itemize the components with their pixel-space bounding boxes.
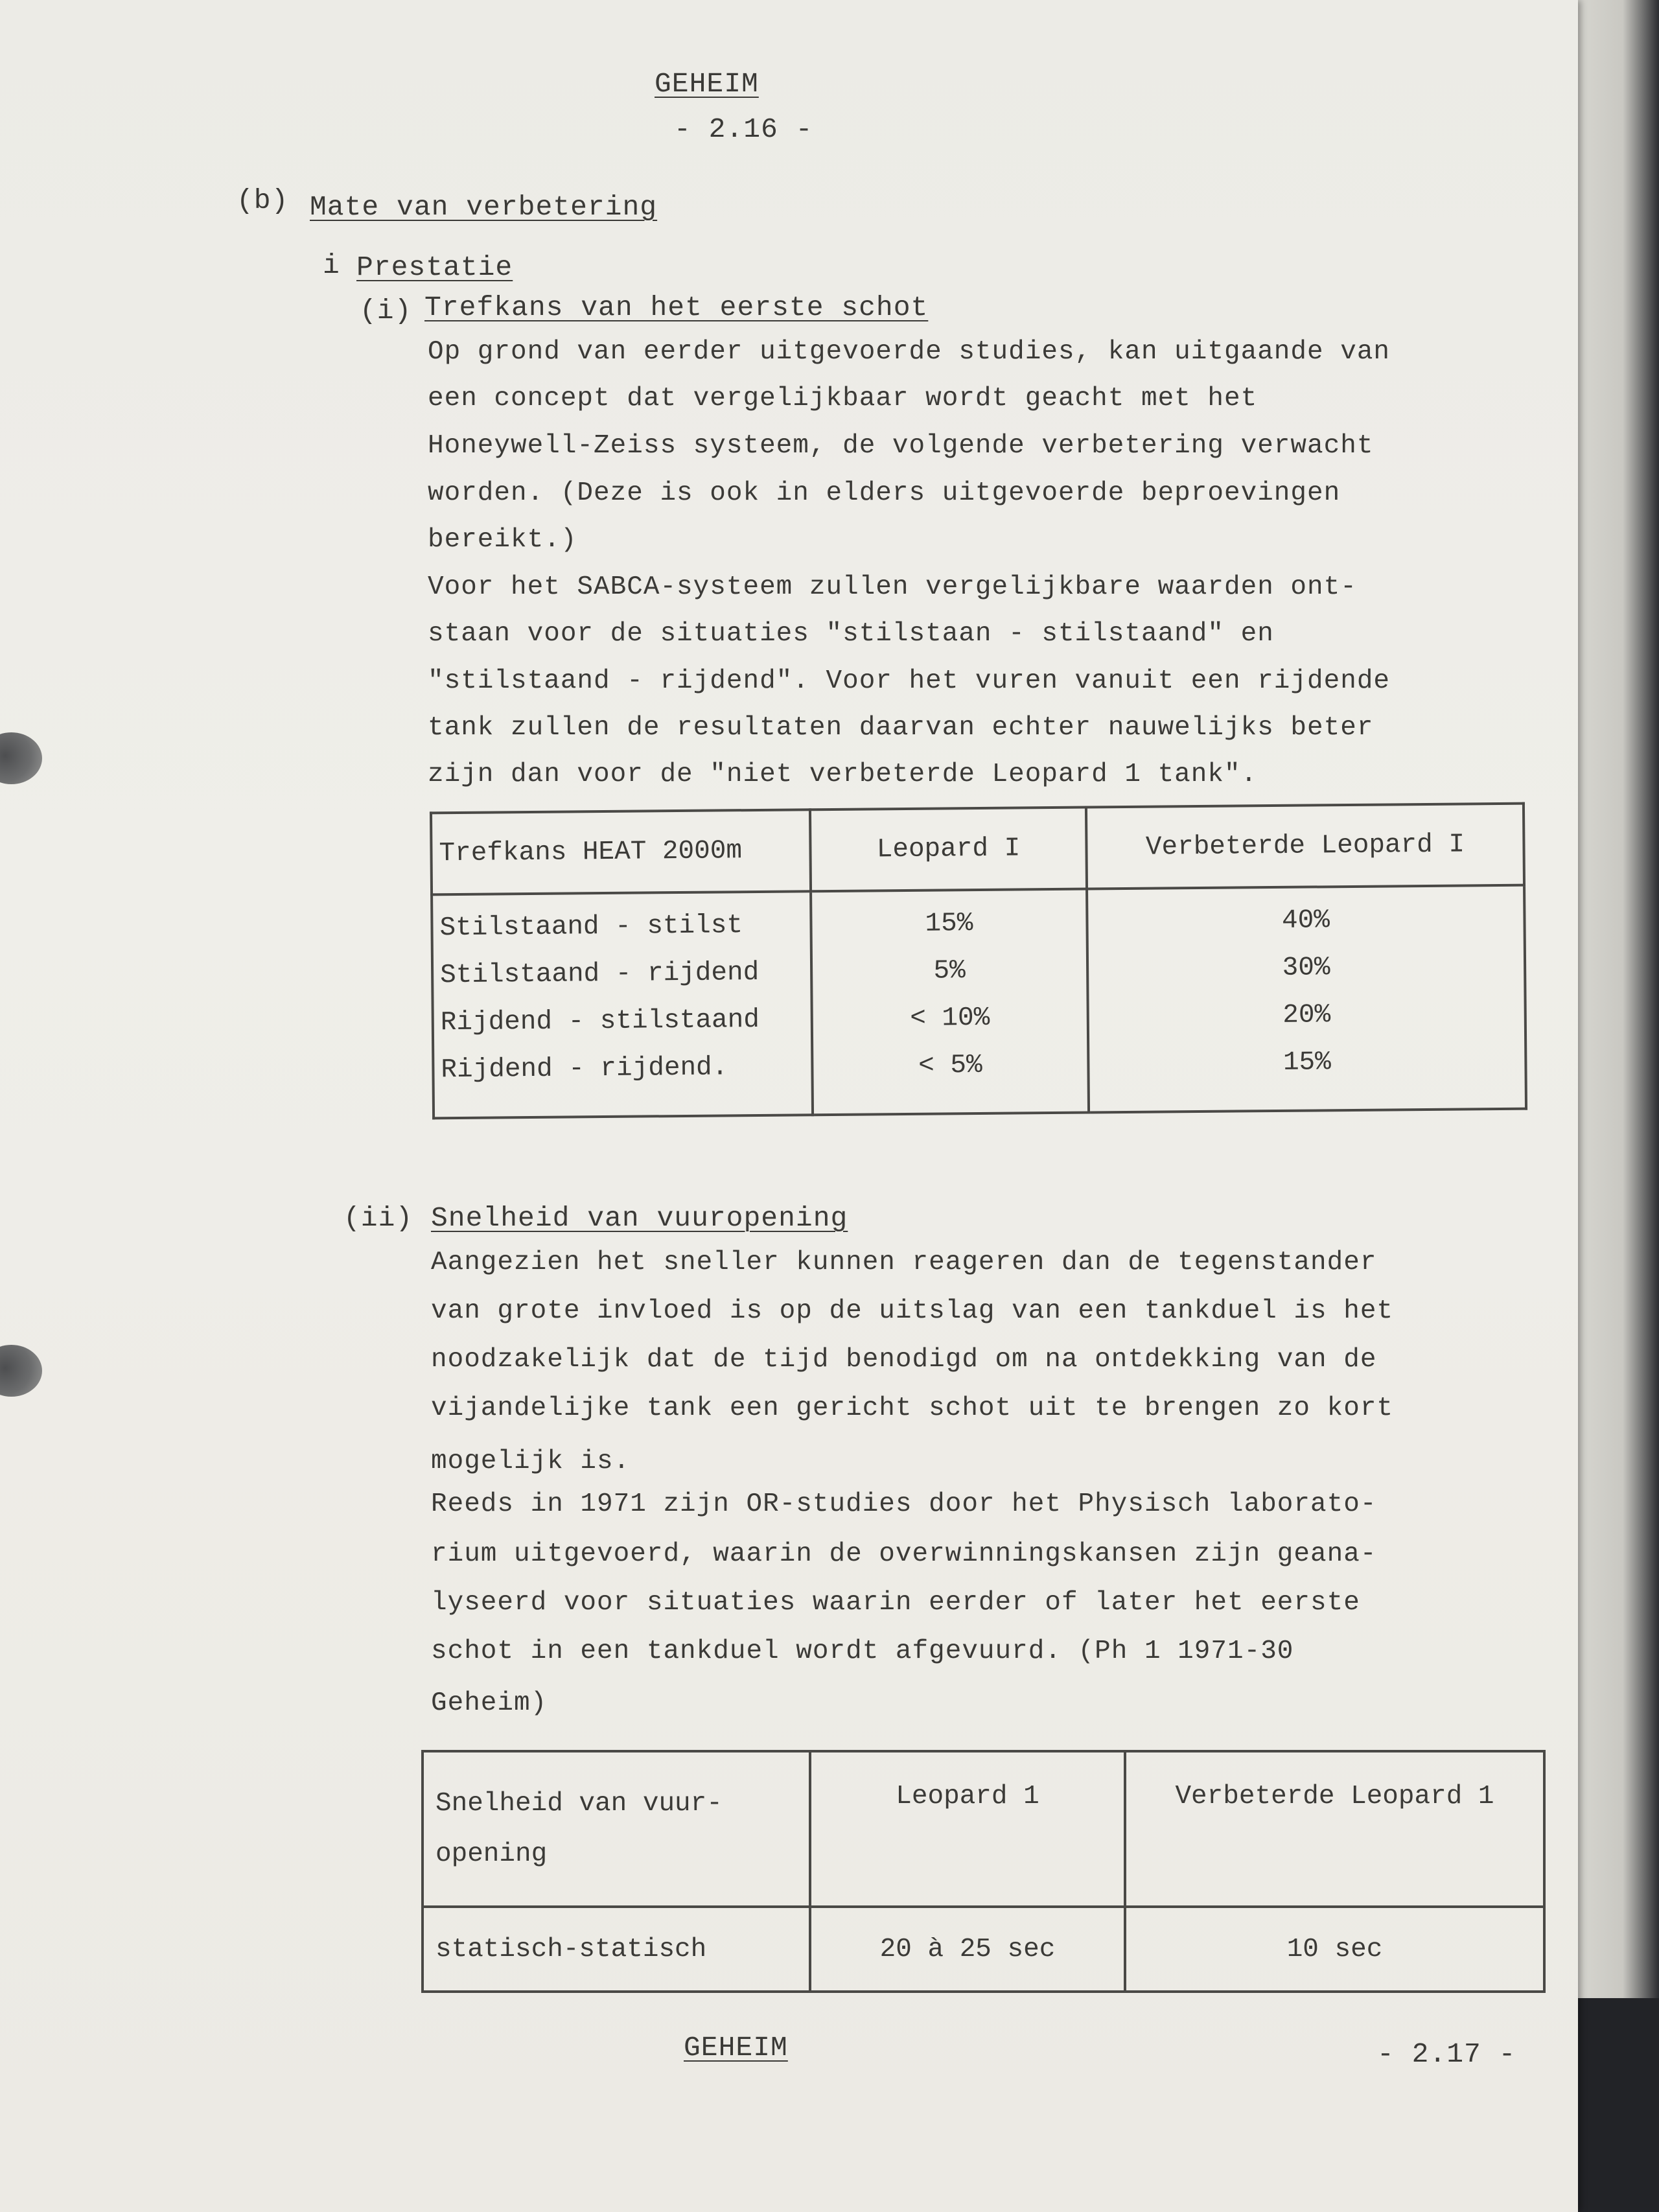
item1-line: Voor het SABCA-systeem zullen vergelijkbare waarden ont- bbox=[428, 572, 1357, 602]
item1-line: worden. (Deze is ook in elders uitgevoerde beproevingen bbox=[428, 478, 1341, 508]
item1-title: Trefkans van het eerste schot bbox=[424, 292, 929, 323]
table2-cell: 10 sec bbox=[1125, 1907, 1544, 1992]
table1-cell: < 10% bbox=[910, 1003, 990, 1034]
table1-leopard-column bbox=[811, 889, 1089, 1115]
background-right bbox=[1568, 0, 1659, 2212]
table1-cell: Rijdend - rijdend. bbox=[441, 1053, 728, 1086]
table1-improved-column bbox=[1087, 885, 1526, 1113]
item2-line: Geheim) bbox=[431, 1688, 548, 1718]
table2-cell: statisch-statisch bbox=[423, 1907, 810, 1992]
table1-cell: 5% bbox=[933, 956, 966, 986]
table1-cell: Stilstaand - rijdend bbox=[439, 957, 760, 991]
table1-cell: Stilstaand - stilst bbox=[439, 911, 743, 944]
item2-line: schot in een tankduel wordt afgevuurd. (Ph 1 1971-30 bbox=[431, 1636, 1294, 1666]
table2-cell: 20 à 25 sec bbox=[810, 1907, 1125, 1992]
punch-hole-bottom bbox=[0, 1345, 42, 1397]
table1-cell: 15% bbox=[1282, 1047, 1331, 1078]
item1-marker: (i) bbox=[360, 295, 412, 327]
item1-line: bereikt.) bbox=[428, 525, 577, 555]
section-marker: (b) bbox=[237, 185, 289, 216]
table2-header: Leopard 1 bbox=[810, 1751, 1125, 1907]
item1-line: zijn dan voor de "niet verbeterde Leopard 1 tank". bbox=[428, 760, 1258, 789]
table1-situation-column bbox=[432, 891, 813, 1118]
table1-header: Trefkans HEAT 2000m bbox=[431, 809, 811, 894]
table1-cell: 15% bbox=[925, 909, 973, 939]
footer-classification: GEHEIM bbox=[684, 2032, 788, 2064]
item2-line: vijandelijke tank een gericht schot uit te brengen zo kort bbox=[431, 1393, 1394, 1423]
item1-line: een concept dat vergelijkbaar wordt geacht met het bbox=[428, 384, 1258, 413]
table1-cell: 40% bbox=[1281, 905, 1330, 936]
footer-page-number: - 2.17 - bbox=[1377, 2038, 1516, 2070]
item2-line: Reeds in 1971 zijn OR-studies door het Physisch laborato- bbox=[431, 1489, 1377, 1519]
item1-line: Honeywell-Zeiss systeem, de volgende verbetering verwacht bbox=[428, 431, 1374, 461]
table2-header-line: Snelheid van vuur- bbox=[435, 1789, 723, 1819]
table2-header-line: opening bbox=[435, 1839, 548, 1869]
table1-header: Verbeterde Leopard I bbox=[1086, 804, 1524, 889]
fire-speed-table bbox=[421, 1750, 1546, 1993]
table2-header-situation bbox=[423, 1751, 810, 1907]
item2-line: lyseerd voor situaties waarin eerder of later het eerste bbox=[431, 1588, 1360, 1618]
table1-cell: 30% bbox=[1282, 953, 1330, 983]
header-classification: GEHEIM bbox=[655, 68, 759, 100]
table1-cell: 20% bbox=[1282, 1000, 1331, 1030]
section-title: Mate van verbetering bbox=[310, 191, 658, 223]
subsection-title: Prestatie bbox=[356, 251, 513, 283]
item1-line: staan voor de situaties "stilstaan - stilstaand" en bbox=[428, 619, 1274, 649]
punch-hole-top bbox=[0, 732, 42, 784]
item2-line: mogelijk is. bbox=[431, 1447, 631, 1476]
item1-line: "stilstaand - rijdend". Voor het vuren vanuit een rijdende bbox=[428, 666, 1391, 696]
hit-probability-table bbox=[430, 802, 1527, 1120]
item2-line: Aangezien het sneller kunnen reageren dan de tegenstander bbox=[431, 1248, 1377, 1277]
table1-header: Leopard I bbox=[810, 808, 1087, 892]
item1-line: Op grond van eerder uitgevoerde studies, kan uitgaande van bbox=[428, 337, 1391, 367]
item2-marker: (ii) bbox=[343, 1202, 413, 1234]
item1-line: tank zullen de resultaten daarvan echter nauwelijks beter bbox=[428, 713, 1374, 743]
item2-line: rium uitgevoerd, waarin de overwinningskansen zijn geana- bbox=[431, 1539, 1377, 1569]
table1-cell: Rijdend - stilstaand bbox=[440, 1005, 760, 1038]
table1-cell: < 5% bbox=[918, 1050, 982, 1081]
header-page-number: - 2.16 - bbox=[674, 113, 813, 145]
subsection-marker: i bbox=[323, 250, 340, 281]
item2-line: noodzakelijk dat de tijd benodigd om na ontdekking van de bbox=[431, 1345, 1377, 1375]
table2-header: Verbeterde Leopard 1 bbox=[1125, 1751, 1544, 1907]
item2-title: Snelheid van vuuropening bbox=[431, 1202, 848, 1234]
item2-line: van grote invloed is op de uitslag van een tankduel is het bbox=[431, 1296, 1394, 1326]
